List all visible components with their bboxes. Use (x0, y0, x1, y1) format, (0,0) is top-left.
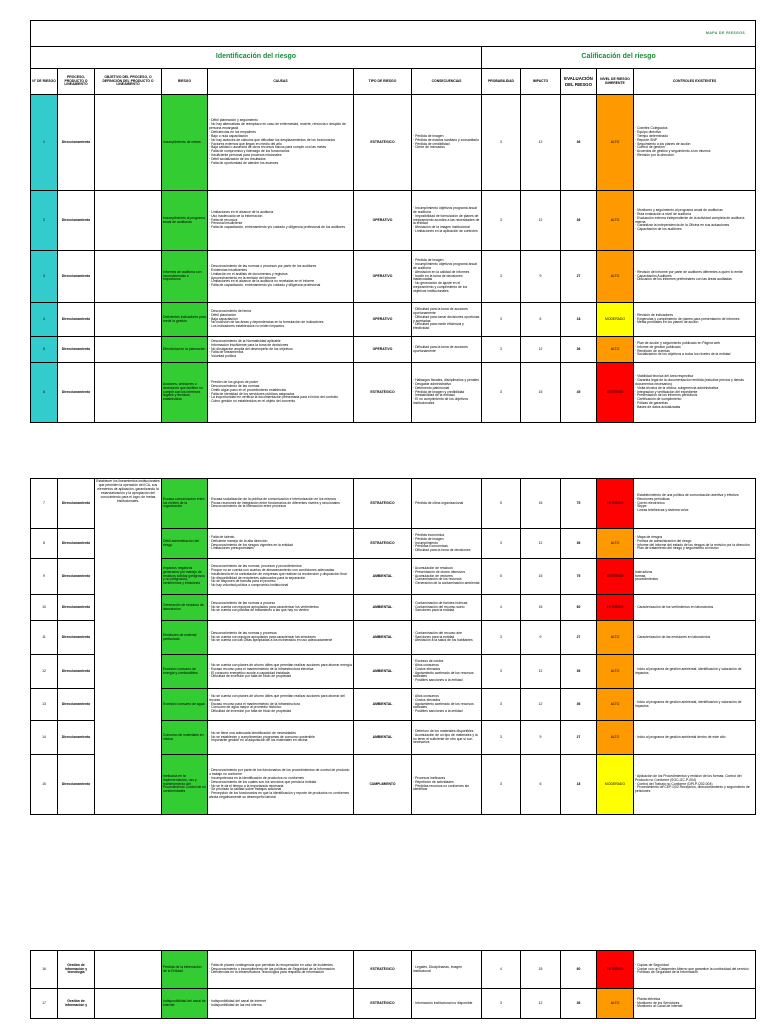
risk-type: AMBIENTAL (354, 655, 412, 689)
page-3-rows (31, 951, 756, 1019)
risk-evaluation: 36 (561, 989, 597, 1019)
risk-consequences: · Procesos ineficaces · Repetición de actividades · Pérdidas recursos no conformes sin identificar (412, 755, 482, 815)
risk-causes: · Desconocimiento de las normas o procesos por parte de los auditores · Evidencias insuficientes · Limitación en el análisis de documentos y registros · Aprovechamiento en la emisión del informe · Limitaciones en el alcance de la auditoría no reveladas en el informe · Falta de capacitación, entrenamiento y/o cuidado y diligencia profesional (208, 251, 354, 303)
header-tipo: TIPO DE RIESGO (354, 69, 412, 95)
risk-row (31, 479, 756, 529)
risk-name: Consumo de materiales en oficina (162, 721, 208, 755)
risk-type: ESTRATÉGICO (354, 951, 412, 989)
risk-level-extremo: EXTREMO (597, 595, 634, 621)
risk-controls: · Revisión del informe por parte de auditores diferentes a quien lo emite · Capacitación Auditores · Discusión de los informes preliminares con las áreas auditadas (634, 251, 756, 303)
risk-type: OPERATIVO (354, 303, 412, 337)
risk-row (31, 95, 756, 191)
risk-objective (95, 95, 162, 191)
risk-number: 4 (31, 303, 58, 337)
risk-causes: · Desconocimiento de las normas a proceso · No se cuenta con equipos apropiados para caracterizar los vertimientos · No se cuenta con plantas de tratamiento a las que hay no vierten (208, 595, 354, 621)
risk-consequences: · Hallazgos fiscales, disciplinarios y penales · Desgaste administrativo · Detrimento patrimonial · Pérdida de imagen y credibilidad · Inestabilidad de la entidad · El no cumplimiento de los objetivos institucionales (412, 363, 482, 423)
risk-process: Direccionamiento (58, 595, 95, 621)
risk-causes: · Desconocimiento de las normas y procesos · No se cuenta con equipos apropiados para caracterizar las emisiones · No se cuenta con las Ottas apropiadas a los incinerados en uso adecuadamente (208, 621, 354, 655)
risk-name: Escasa comunicación entre los niveles de la organización (162, 479, 208, 529)
risk-consequences: · Legales, Disciplinarias, Imagen institucional (412, 951, 482, 989)
risk-probability: 4 (482, 951, 521, 989)
risk-causes: · No se cuenta con planes de ahorro útiles que permitan realizar acciones para ahorrar energía · Escaso recurso para el mantenimiento de la infraestructura eléctrica · El consumo energético acude a capacidad instalada · Dificultad de inversión por falta de título de propiedad (208, 655, 354, 689)
page-1 (30, 20, 755, 423)
risk-row (31, 989, 756, 1019)
risk-consequences: · Altos consumos · Costos elevados · Agotamiento acelerado de los recursos naturales · Posibles sanciones a la entidad (412, 689, 482, 721)
risk-level-alto: ALTO (597, 689, 634, 721)
risk-row (31, 303, 756, 337)
page-3 (30, 950, 755, 1019)
risk-level-extremo: EXTREMO (597, 363, 634, 423)
risk-row (31, 191, 756, 251)
risk-name: Indisponibilidad del canal de Internet (162, 989, 208, 1019)
risk-number: 16 (31, 951, 58, 989)
risk-consequences: · Dificultad para la toma de acciones oportunamente (412, 337, 482, 363)
risk-impact: 6 (521, 755, 561, 815)
header-objetivo: OBJETIVO DEL PROCESO, O DEFINICIÓN DEL PRODUCTO O LINEAMIENTO (95, 69, 162, 95)
risk-level-extremo: EXTREMO (597, 559, 634, 595)
risk-process: Direccionamiento (58, 479, 95, 529)
risk-name: Efectividad en la planeación (162, 337, 208, 363)
risk-type: AMBIENTAL (354, 595, 412, 621)
risk-probability: 4 (482, 595, 521, 621)
risk-probability: 3 (482, 363, 521, 423)
risk-objective (95, 337, 162, 363)
risk-number: 11 (31, 621, 58, 655)
risk-consequences: · Contaminación del recurso aire · Sanciones para la entidad · Afectación a la salud de los habitantes (412, 621, 482, 655)
risk-type: OPERATIVO (354, 191, 412, 251)
risk-probability: 3 (482, 989, 521, 1019)
risk-causes: · Limitaciones en el alcance de la auditoría · Uso inadecuado de la información · Falta de recursos · Personal insuficiente · Falta de capacitación, entrenamiento y/o cuidado y diligencia profesional de los auditores (208, 191, 354, 251)
risk-table-page-1 (30, 20, 756, 423)
risk-impact: 9 (521, 621, 561, 655)
risk-consequences: · Incumplimiento objetivos programa anual de auditoría · Imposibilidad de formulación de planes de mejoramiento acordes a las necesidades de la entidad · Afectación de la imagen institucional · Limitaciones en la aplicación de controles (412, 191, 482, 251)
risk-process: Direccionamiento (58, 337, 95, 363)
risk-consequences: · Excesos de costos · Altos consumos · Costos elevados · Agotamiento acelerado de los recursos naturales · Posibles sanciones a la entidad (412, 655, 482, 689)
risk-causes: · Desconocimiento de la Normatividad aplicable · Información insuficiente para la toma de decisiones · No divulgación amplia del desempeño de los objetivos · Falta de lineamientos · Voluntad política (208, 337, 354, 363)
risk-process: Direccionamiento (58, 755, 95, 815)
risk-impact: 12 (521, 191, 561, 251)
risk-name: Excesivo consumo de agua (162, 689, 208, 721)
risk-impact: 12 (521, 95, 561, 191)
risk-number: 9 (31, 559, 58, 595)
risk-number: 5 (31, 337, 58, 363)
risk-causes: · Falta de planes contingencia que permitan la recuperación en caso de incidentes · Desconocimiento o incumplimiento de las políticas de Seguridad de la Información · Deficiencias en la infraestructura Tecnológica para respaldo de información (208, 951, 354, 989)
risk-causes: · Indisponibilidad del canal de internet · Indisponibilidad de las red interna (208, 989, 354, 1019)
section-identificacion: Identificación del riesgo (31, 47, 482, 69)
risk-evaluation: 36 (561, 529, 597, 559)
risk-row (31, 951, 756, 989)
risk-name: Generación de residuos de laboratorios (162, 595, 208, 621)
risk-causes: · Débil planeación y seguimiento · No hay alternativas de reemplazo en caso de enfermedad, muerte, renuncia o despido de persona encargada · Deficiencias en los empalmes · Bajo o nula capacitación · No hay avances de cálculos que dificultan los desplazamientos de los funcionarios · Factores externos que llegan en medio del año · Baja calidad o ausencia de otros recursos físicos para cumplir con las metas · Falta de compromiso y liderazgo de los funcionarios · Insuficiente personal para procesos misionales · Débil socialización de los resultados · Falta de oportunidad de atender los avances (208, 95, 354, 191)
risk-controls: · Revisión de indicadores · Exigencias y cumplimiento de planes para presentación de informes · Metas puntuales en los planes de acción (634, 303, 756, 337)
risk-level-alto: ALTO (597, 191, 634, 251)
risk-process: Direccionamiento (58, 689, 95, 721)
risk-controls: · Establecimiento de una política de comunicación asertiva y efectiva · Reuniones periódicas · Correo electrónico · Skype · Líneas telefónicas y sistema voice (634, 479, 756, 529)
header-probabilidad: PROBABILIDAD (482, 69, 521, 95)
risk-type: AMBIENTAL (354, 559, 412, 595)
risk-impact: 12 (521, 337, 561, 363)
risk-causes: · Desconocimiento de las normas, procesos y procedimientos · Porque no se cuenta con cuartos de almacenamiento con condiciones adecuadas · Insuficiencia en la contratación de empresas que realicen la recolección y disposición final · No disponibilidad de recipientes adecuados para la separación · No se disponen de bancas para el proceso · No hay voluntad política o compromiso institucional (208, 559, 354, 595)
risk-process: Direccionamiento (58, 721, 95, 755)
risk-level-alto: ALTO (597, 95, 634, 191)
risk-evaluation: 36 (561, 689, 597, 721)
risk-controls: · Caracterización de las emisiones en laboratorios (634, 621, 756, 655)
risk-type: CUMPLIMIENTO (354, 755, 412, 815)
page-2 (30, 478, 755, 815)
risk-level-extremo: EXTREMO (597, 951, 634, 989)
risk-type: AMBIENTAL (354, 621, 412, 655)
risk-evaluation: 27 (561, 251, 597, 303)
risk-controls: · Inicio al programa de gestión ambiental, identificación y valoración de impactos (634, 689, 756, 721)
risk-level-alto: ALTO (597, 721, 634, 755)
risk-name: Pérdida de la información de la Entidad (162, 951, 208, 989)
risk-consequences: · Dificultad para la toma de acciones oportunamente · Dificultad para tomar decisiones oportunas y acertadas · Dificultad para medir eficiencia y efectividad (412, 303, 482, 337)
risk-table-page-3 (30, 950, 756, 1019)
risk-row (31, 337, 756, 363)
header-impacto: IMPACTO (521, 69, 561, 95)
risk-level-alto: ALTO (597, 529, 634, 559)
risk-causes: · Presión de los grupos de poder · Desconocimiento de las normas · Omitir algún paso en el procedimiento establecido · Falta de identidad de los servidores públicos asignados · La inoportunidad en verificar la documentación presentada para el inicio del contrato · Cobro gestión no establecidos en el objeto del convenio (208, 363, 354, 423)
risk-number: 7 (31, 479, 58, 529)
header-evaluacion: EVALUACIÓN DEL RIESGO (561, 69, 597, 95)
risk-consequences: · Pérdida económica · Pérdida de imagen · Incumplimiento · Pérdidas Económicas · Dificultad para la toma de decisiones (412, 529, 482, 559)
risk-table-page-2 (30, 478, 756, 815)
risk-number: 1 (31, 95, 58, 191)
risk-objective (95, 363, 162, 423)
page-2-rows (31, 479, 756, 815)
risk-probability: 5 (482, 479, 521, 529)
risk-impact: 15 (521, 595, 561, 621)
risk-level-moderado: MODERADO (597, 303, 634, 337)
risk-name: Deficientes indicadores para medir la gestión (162, 303, 208, 337)
risk-process: Direccionamiento (58, 363, 95, 423)
risk-impact: 15 (521, 951, 561, 989)
risk-evaluation: 60 (561, 595, 597, 621)
risk-type: OPERATIVO (354, 337, 412, 363)
risk-controls: · Comités Colegiados · Equipo directivo · Tiempo determinado · Reporte SNP · Seguimiento a los planes de acción · Control de gestión · Acuerdos de gestión y seguimiento a los mismos · Revisión por la dirección (634, 95, 756, 191)
risk-evaluation: 27 (561, 721, 597, 755)
risk-impact: 12 (521, 529, 561, 559)
risk-controls: · Copias de Seguridad · Contar con un Datacenter Alterno que garantice la continuidad del servicio · Políticas de Seguridad de la Información (634, 951, 756, 989)
risk-number: 3 (31, 251, 58, 303)
risk-number: 15 (31, 755, 58, 815)
risk-impact: 12 (521, 689, 561, 721)
risk-row (31, 363, 756, 423)
risk-process: Direccionamiento (58, 655, 95, 689)
risk-controls: Instructivos formas procedimientos (634, 559, 756, 595)
risk-number: 17 (31, 989, 58, 1019)
risk-name: Excesivo consumo de energía y combustibles (162, 655, 208, 689)
risk-controls: · Viabilidad técnica del área respectiva · Garantía legal de la documentación remitida (estudios previos y demás documentos necesarios) · Visita técnica de la oficina, subgerencia administrativa · Integración y verificación del expediente · Presentación de los informes periódicos · Certificación de cumplimiento · Pólizas de garantías · Bases de datos actualizadas (634, 363, 756, 423)
risk-probability: 5 (482, 559, 521, 595)
risk-level-alto: ALTO (597, 989, 634, 1019)
risk-probability: 3 (482, 655, 521, 689)
risk-type: ESTRATÉGICO (354, 363, 412, 423)
risk-number: 10 (31, 595, 58, 621)
risk-name: Informes de auditoría con inconsistencias o inoportunos (162, 251, 208, 303)
risk-probability: 3 (482, 621, 521, 655)
risk-impact: 6 (521, 303, 561, 337)
risk-name: Ineficacia en la implementación, uso y mantenimiento del Procedimiento Control de no conformidades (162, 755, 208, 815)
risk-objective (95, 989, 162, 1019)
header-causas: CAUSAS (208, 69, 354, 95)
risk-level-alto: ALTO (597, 337, 634, 363)
risk-name: Impactos negativos generados por manejo de residuos sólidos (peligrosos y no peligrosos), vertimientos y emisiones (162, 559, 208, 595)
risk-number: 14 (31, 721, 58, 755)
risk-impact: 9 (521, 721, 561, 755)
risk-number: 8 (31, 529, 58, 559)
section-calificacion: Calificación del riesgo (482, 47, 756, 69)
risk-probability: 3 (482, 337, 521, 363)
risk-level-alto: ALTO (597, 251, 634, 303)
risk-level-extremo: EXTREMO (597, 479, 634, 529)
risk-type: ESTRATÉGICO (354, 95, 412, 191)
risk-controls: · Inicio al programa de gestión ambiental, identificación y valoración de impactos (634, 655, 756, 689)
risk-impact: 15 (521, 559, 561, 595)
risk-level-alto: ALTO (597, 621, 634, 655)
risk-causes: · No se tiene una adecuada identificación de necesidades · No se establecen y cumplimentan programas de consumo sostenible · Importante gestión en la adquisición de los materiales en oficina (208, 721, 354, 755)
risk-process: Direccionamiento (58, 621, 95, 655)
page-1-rows (31, 95, 756, 423)
risk-number: 12 (31, 655, 58, 689)
header-controles: CONTROLES EXISTENTES (634, 69, 756, 95)
risk-evaluation: 36 (561, 95, 597, 191)
risk-controls: · Plan de acción y seguimiento publicado en Página web · Informe de gestión publicado · Rendición de cuentas · Socialización de los objetivos a todos los niveles de la entidad (634, 337, 756, 363)
risk-process: Direccionamiento (58, 303, 95, 337)
risk-objective (95, 251, 162, 303)
risk-type: ESTRATÉGICO (354, 529, 412, 559)
risk-consequences: · Información institucional no disponible (412, 989, 482, 1019)
risk-objective: Establecer los lineamientos institucionales que permiten la operación del ICA, sus elementos de aplicación, garantizando la estandarización y la apropiación del conocimiento para el logro de metas institucionales. (95, 479, 162, 815)
risk-consequences: · Pérdida de imagen · Incumplimiento objetivos programa anual de auditoría · Afectación en la calidad de informes · Incidir en la toma de decisiones inadecuadas · No generación de ajuste en el mejoramiento y cumplimiento de los objetivos institucionales (412, 251, 482, 303)
risk-probability: 3 (482, 191, 521, 251)
risk-name: Emisiones de material particulado (162, 621, 208, 655)
risk-objective (95, 191, 162, 251)
risk-causes: · Falta de talento · Deficiente manejo de la alta dirección · Desconocimiento de los riesgos vigentes en la entidad · Limitaciones presupuestales (208, 529, 354, 559)
risk-impact: 15 (521, 479, 561, 529)
risk-causes: · Desconocimiento del tema · Débil planeación · Baja capacitación · No inclusión de las áreas y dependencias en la formulación de indicadores · Los indicadores establecidos no miden impactos (208, 303, 354, 337)
risk-type: ESTRATÉGICO (354, 989, 412, 1019)
risk-process: Direccionamiento (58, 95, 95, 191)
risk-evaluation: 45 (561, 363, 597, 423)
risk-row (31, 251, 756, 303)
risk-probability: 3 (482, 721, 521, 755)
risk-name: Débil administración del riesgo (162, 529, 208, 559)
risk-consequences: · Pérdida de imagen · Pérdida de estatus sanitario y zoosanitario · Pérdida de credibilidad · Cierre de mercados (412, 95, 482, 191)
risk-probability: 3 (482, 303, 521, 337)
risk-level-alto: ALTO (597, 655, 634, 689)
header-nivel: NIVEL DE RIESGO INHERENTE (597, 69, 634, 95)
risk-type: OPERATIVO (354, 251, 412, 303)
risk-controls: · Planta eléctrica · Monitoreo de los Servidores · Monitoreo al Canal de internet (634, 989, 756, 1019)
risk-type: AMBIENTAL (354, 721, 412, 755)
risk-number: 6 (31, 363, 58, 423)
risk-number: 13 (31, 689, 58, 721)
risk-consequences: · Deterioro de los materiales disponibles · Acumulación de un tipo de materiales y la no tener el suficiente de otro que sí son necesarios (412, 721, 482, 755)
risk-controls: · Mapa de riesgos · Política de administración del riesgo · Informe del informe del estado de los riesgos de la revisión por la dirección · Plan de tratamiento del riesgo y seguimiento al mismo (634, 529, 756, 559)
risk-causes: · Escasa socialización de la política de comunicación e interiorización en los mismos · Pocas reuniones de integración entre funcionarios de diferentes niveles y seccionales · Desconocimiento de la interacción entre procesos (208, 479, 354, 529)
risk-objective (95, 951, 162, 989)
risk-consequences: · Pérdida de clima organizacional (412, 479, 482, 529)
risk-probability: 3 (482, 755, 521, 815)
risk-evaluation: 75 (561, 479, 597, 529)
risk-evaluation: 36 (561, 191, 597, 251)
risk-type: ESTRATÉGICO (354, 479, 412, 529)
risk-process: Direccionamiento (58, 559, 95, 595)
risk-impact: 12 (521, 655, 561, 689)
risk-probability: 3 (482, 689, 521, 721)
risk-evaluation: 60 (561, 951, 597, 989)
header-consecuencias: CONSECUENCIAS (412, 69, 482, 95)
risk-impact: 9 (521, 251, 561, 303)
header-proceso: PROCESO, PRODUCTO O LINEAMIENTO (58, 69, 95, 95)
risk-type: AMBIENTAL (354, 689, 412, 721)
risk-process: Direccionamiento (58, 529, 95, 559)
risk-process: Direccionamiento (58, 191, 95, 251)
risk-process: Direccionamiento (58, 251, 95, 303)
risk-impact: 15 (521, 363, 561, 423)
page-title: MAPA DE RIESGOS (31, 21, 756, 47)
risk-process: Gestión de información y (58, 989, 95, 1019)
risk-name: Acciones, omisiones o decisiones que faciliten no cumplir con los intereses legales y técnicos establecidos (162, 363, 208, 423)
risk-process: Gestión de información y tecnología (58, 951, 95, 989)
risk-causes: · Desconocimiento por parte de los funcionarios de los procedimientos de control de producto o trabajo no conforme · Incompetencia en la identificación de productos no conformes · Desconocimiento de los cuales son los servicios que presta la entidad · No se le da el tiempo a la importancia necesaria · Se priorizan la calidad sobre trabajos adicional · Percepción de los funcionarios en que la identificación y reporte de productos no conformes afecta negativamente su desempeño laboral (208, 755, 354, 815)
risk-evaluation: 36 (561, 337, 597, 363)
header-riesgo: RIESGO (162, 69, 208, 95)
risk-impact: 12 (521, 989, 561, 1019)
risk-evaluation: 36 (561, 655, 597, 689)
risk-objective (95, 303, 162, 337)
risk-evaluation: 27 (561, 621, 597, 655)
risk-controls: · Inicio al programa de gestión ambiental dentro de este año (634, 721, 756, 755)
risk-number: 2 (31, 191, 58, 251)
risk-causes: · No se cuenta con planes de ahorro útiles que permitan realizar acciones para ahorrar del recurso · Escaso recurso para el mantenimiento de la infraestructura · Consumo de agua mayor al promedio histórico · Dificultad de inversión por falta de título de propiedad (208, 689, 354, 721)
risk-controls: · Caracterización de los vertimientos en laboratorios (634, 595, 756, 621)
risk-evaluation: 18 (561, 303, 597, 337)
risk-probability: 3 (482, 251, 521, 303)
risk-consequences: · Contaminación de fuentes hídricas · Contaminación del recurso suelo · Sanciones para la entidad (412, 595, 482, 621)
header-num: N° DE RIESGO (31, 69, 58, 95)
risk-controls: · Aplicación de los Procedimientos y revisión de los formas: Control del Producto no Conforme (SGC-GC-P-004) · Control del Trabajo no Conforme (DPLP-D02-004) · Procedimiento de CEP-D02 Recepción, direccionamiento y seguimiento de peticiones (634, 755, 756, 815)
risk-evaluation: 18 (561, 755, 597, 815)
risk-evaluation: 75 (561, 559, 597, 595)
risk-probability: 3 (482, 529, 521, 559)
risk-consequences: · Acumulación de residuos · Presentación de olores ofensivos · Acumulación de vectores · Contaminación de los recursos · Generación de la contaminación ambiental (412, 559, 482, 595)
risk-controls: · Monitoreo y seguimiento al programa anual de auditorías · Ruta evaluación a nivel de auditoría · Evaluación externa independiente de la actividad completa de auditoría interna · Garantizar la independencia de la Oficina en sus actuaciones · Capacitación de los auditores (634, 191, 756, 251)
risk-name: Incumplimiento al programa anual de auditorías (162, 191, 208, 251)
risk-name: Incumplimiento de metas (162, 95, 208, 191)
risk-probability: 3 (482, 95, 521, 191)
risk-level-moderado: MODERADO (597, 755, 634, 815)
